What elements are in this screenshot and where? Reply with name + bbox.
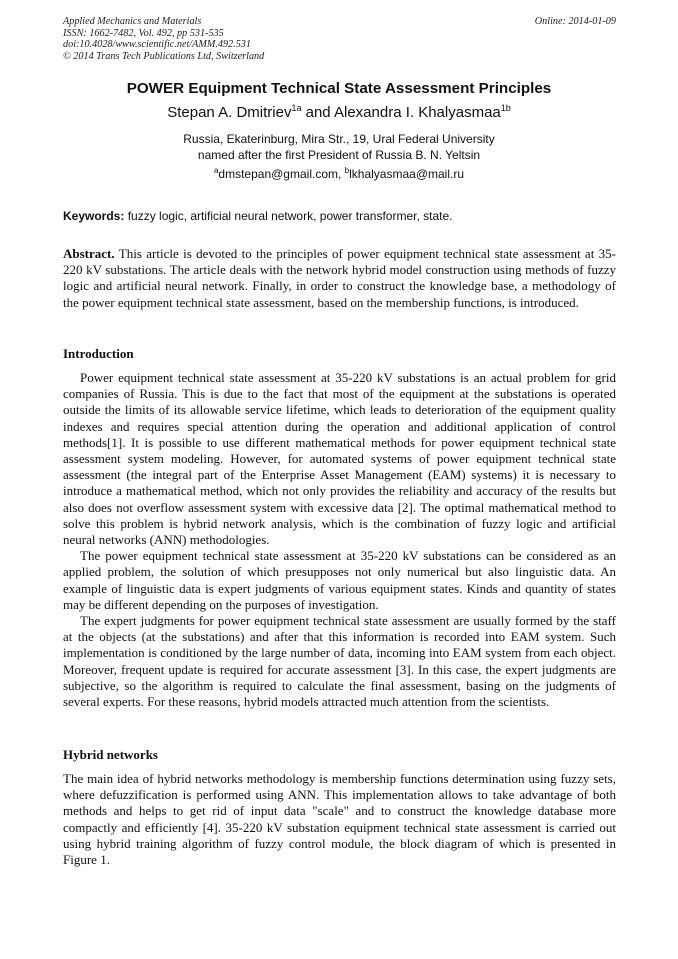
- issn-line: ISSN: 1662-7482, Vol. 492, pp 531-535: [63, 27, 224, 39]
- author-line: [40, 104, 638, 121]
- keywords-text: fuzzy logic, artificial neural network, power transformer, state.: [124, 209, 453, 223]
- authors-and: and: [305, 104, 331, 121]
- introduction-section: [63, 370, 616, 710]
- affiliation-line-1: Russia, Ekaterinburg, Mira Str., 19, Ural Federal University: [183, 132, 495, 146]
- hybrid-networks-section: [63, 771, 616, 868]
- journal-name: Applied Mechanics and Materials: [63, 16, 202, 27]
- hybrid-paragraph-1: The main idea of hybrid networks methodology is membership functions determination using fuzzy sets, where defuzzification is performed using ANN. This implementation allows to take advantage of both methods and helps to get rid of input data "scale" and to construct the knowledge database more compactly and efficiently [4]. 35-220 kV substation equipment technical state assessment is carried out using hybrid training algorithm of fuzzy control module, the block diagram of which is presented in Figure 1.: [63, 771, 616, 868]
- author-2-affil: 1b: [500, 103, 511, 113]
- abstract: [63, 246, 616, 311]
- author-1: Stepan A. Dmitriev: [167, 104, 292, 121]
- copyright-line: © 2014 Trans Tech Publications Ltd, Switzerland: [63, 50, 265, 62]
- author-1-affil: 1a: [291, 103, 302, 113]
- paper-title: POWER Equipment Technical State Assessment Principles: [126, 80, 552, 97]
- online-date: Online: 2014-01-09: [534, 16, 616, 27]
- email-2-marker: b: [344, 166, 350, 175]
- intro-paragraph-2: The power equipment technical state assessment at 35-220 kV substations can be considered as an applied problem, the solution of which presupposes not only numerical but also linguistic data. An example of linguistic data is expert judgments of various equipment states. Kinds and quantity of states may be different depending on the purposes of investigation.: [63, 548, 616, 612]
- journal-header: [63, 16, 616, 62]
- email-1-marker: a: [213, 166, 219, 175]
- introduction-heading: Introduction: [63, 346, 134, 361]
- hybrid-networks-heading: Hybrid networks: [63, 747, 158, 762]
- keywords-label: Keywords:: [63, 209, 125, 223]
- author-emails: [40, 167, 638, 181]
- email-2: lkhalyasmaa@mail.ru: [349, 167, 465, 181]
- keywords: [63, 209, 616, 223]
- doi-line: doi:10.4028/www.scientific.net/AMM.492.531: [63, 39, 251, 51]
- affiliation: [40, 131, 638, 163]
- email-1: dmstepan@gmail.com,: [218, 167, 342, 181]
- author-2: Alexandra I. Khalyasmaa: [334, 104, 501, 121]
- intro-paragraph-3: The expert judgments for power equipment technical state assessment are usually formed by the staff at the objects (at the substations) and after that this information is recorded into EAM system. Such implementation is conditioned by the large number of data, incoming into EAM system from each object. Moreover, frequent update is required for accurate assessment [3]. In this case, the expert judgments are subjective, so the algorithm is required to calculate the final assessment, basing on the judgments of several experts. For these reasons, hybrid models attracted much attention from the scientists.: [63, 613, 616, 710]
- affiliation-line-2: named after the first President of Russia B. N. Yeltsin: [197, 148, 481, 162]
- abstract-text: This article is devoted to the principles of power equipment technical state assessment at 35-220 kV substations. The article deals with the network hybrid model construction using methods of fuzzy logic and artificial neural network. Finally, in order to construct the knowledge base, a methodology of the power equipment technical state assessment, based on the membership functions, is introduced.: [63, 246, 616, 310]
- abstract-label: Abstract.: [63, 246, 115, 261]
- intro-paragraph-1: Power equipment technical state assessment at 35-220 kV substations is an actual problem for grid companies of Russia. This is due to the fact that most of the equipment at the substations is operated outside the limits of its allowable service lifetime, which leads to deterioration of the equipment quality indexes and requires special attention during the operation and additional application of control methods[1]. It is possible to use different mathematical methods for power equipment technical state assessment system modeling. However, for automated systems of power equipment technical state assessment (the integral part of the Enterprise Asset Management (EAM) systems) it is necessary to introduce a mathematical method, which not only provides the reliability and accuracy of the results but also does not overflow assessment system with excessive data [2]. The optimal mathematical method to solve this problem is hybrid network analysis, which is the combination of fuzzy logic and artificial neural networks (ANN) methodologies.: [63, 370, 616, 548]
- abstract-paragraph: [63, 246, 616, 311]
